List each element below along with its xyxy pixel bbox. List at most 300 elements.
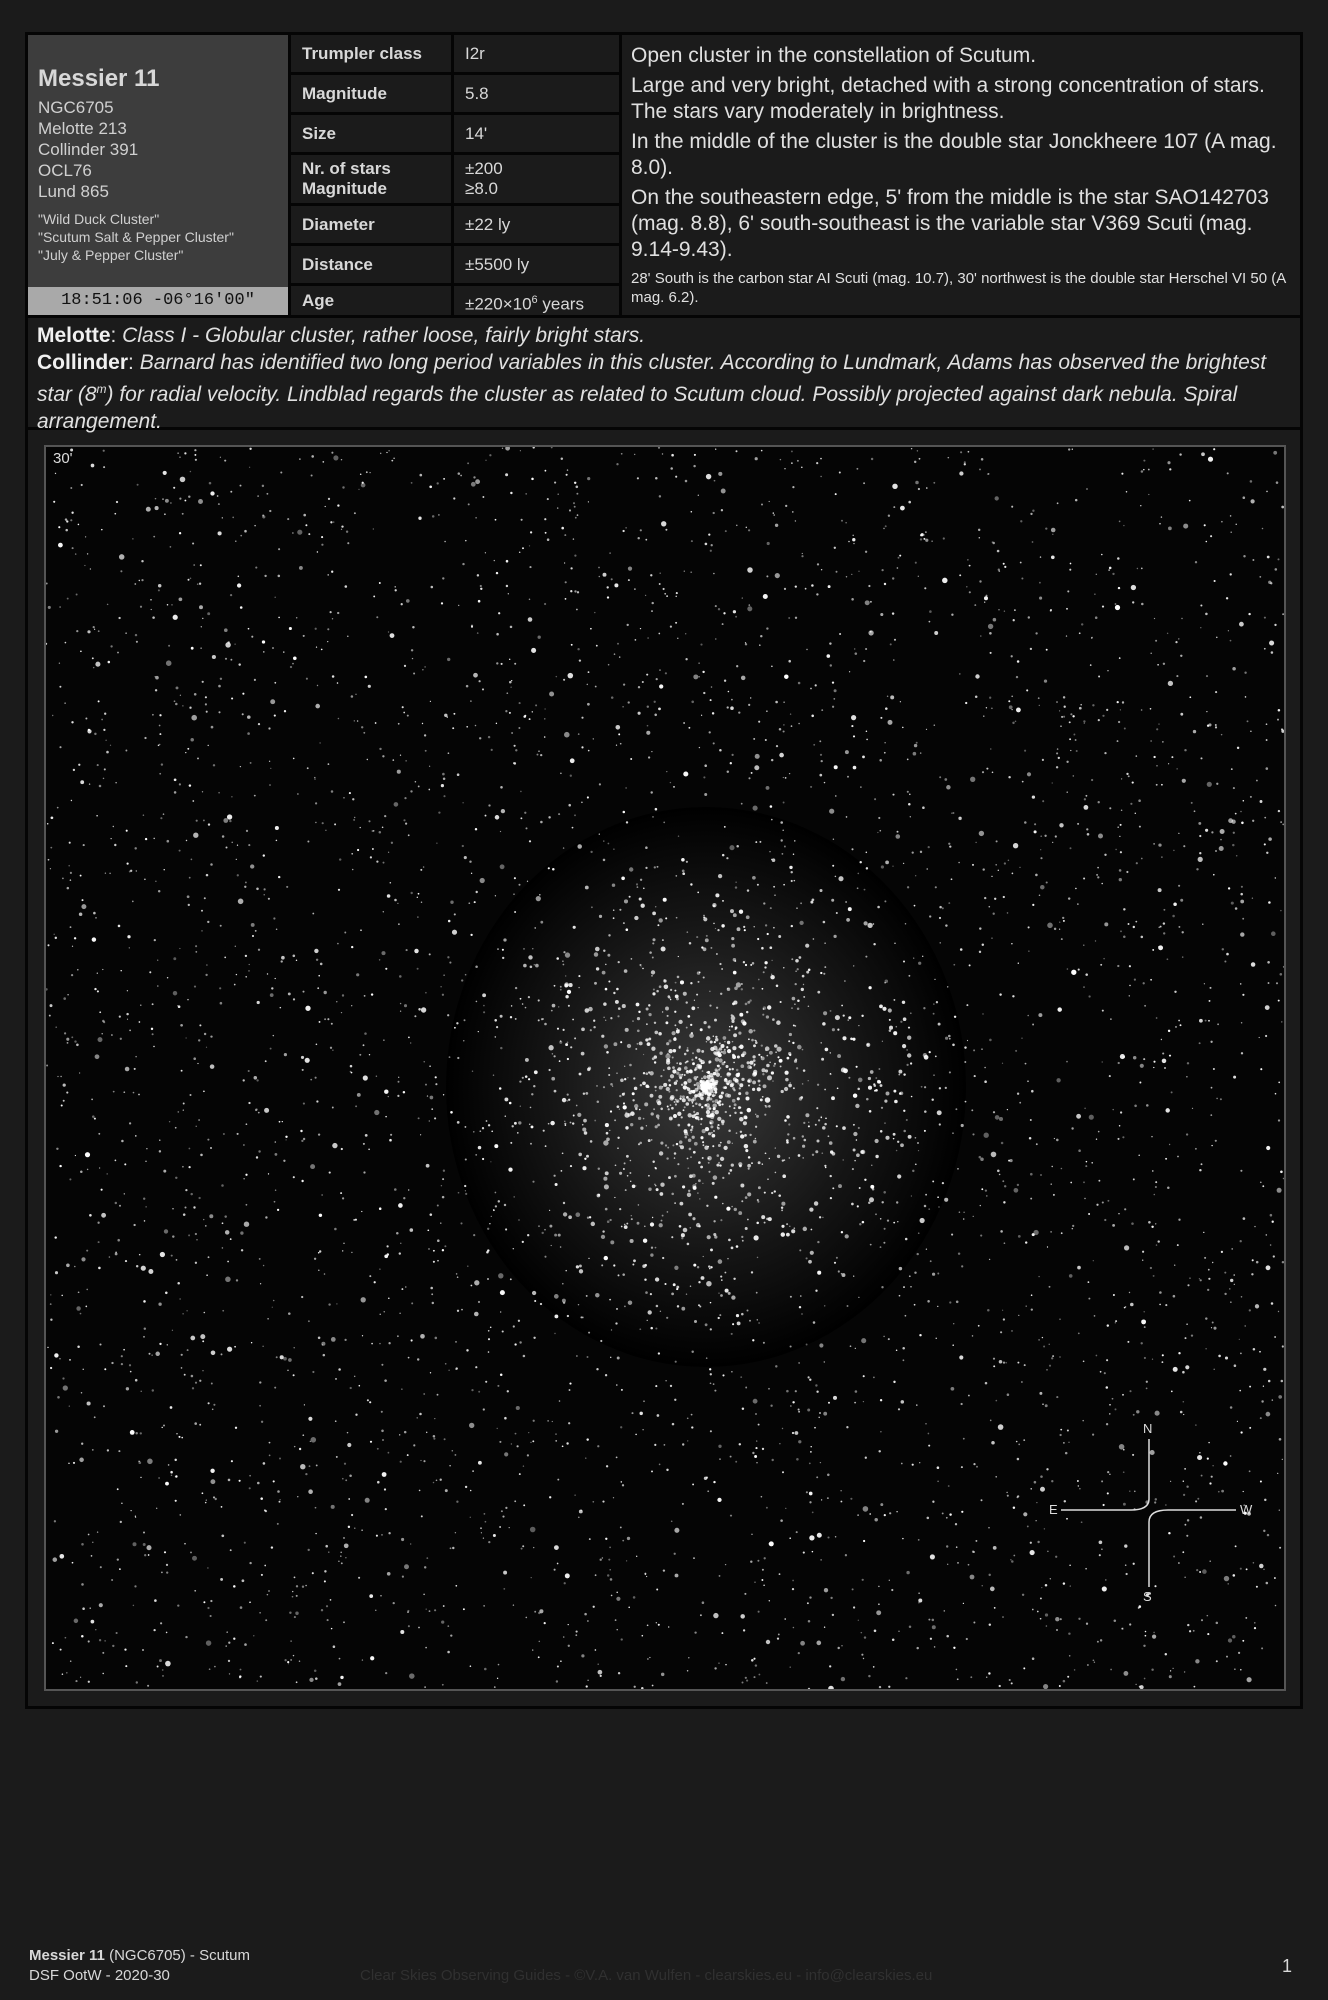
star-dot [239, 1480, 241, 1482]
star-dot [184, 1374, 186, 1376]
star-dot [269, 1442, 271, 1444]
star-dot [987, 1309, 990, 1312]
star-dot [1124, 1544, 1127, 1547]
star-dot [1028, 616, 1030, 618]
star-dot [846, 918, 850, 922]
star-dot [1031, 1294, 1033, 1296]
star-dot [180, 1024, 183, 1027]
star-dot [82, 899, 84, 901]
star-dot [959, 673, 961, 675]
star-dot [342, 1478, 344, 1480]
star-dot [999, 1117, 1003, 1121]
star-dot [539, 894, 541, 896]
star-dot [1030, 1198, 1032, 1200]
star-dot [934, 1646, 936, 1648]
star-dot [824, 1165, 826, 1167]
star-dot [301, 1180, 303, 1182]
star-dot [127, 1019, 128, 1020]
star-dot [631, 1215, 632, 1216]
star-dot [388, 852, 389, 853]
star-dot [533, 1420, 535, 1422]
star-dot [792, 511, 794, 513]
star-dot [656, 1188, 659, 1191]
star-dot [945, 1037, 948, 1040]
star-dot [443, 1605, 445, 1607]
star-dot [774, 1190, 776, 1192]
age-label: Age [291, 286, 454, 315]
star-dot [349, 1474, 352, 1477]
star-dot [732, 1099, 736, 1103]
star-dot [229, 1673, 230, 1674]
star-dot [655, 1090, 657, 1092]
star-dot [422, 723, 423, 724]
star-dot [337, 943, 339, 945]
star-dot [330, 1599, 332, 1601]
star-dot [1068, 448, 1070, 450]
star-dot [842, 1159, 843, 1160]
star-dot [1075, 499, 1078, 502]
star-dot [116, 1632, 118, 1634]
star-dot [237, 874, 239, 876]
star-dot [361, 726, 363, 728]
star-dot [163, 1424, 165, 1426]
star-dot [1013, 1506, 1015, 1508]
star-dot [956, 1669, 958, 1671]
star-dot [1062, 917, 1064, 919]
star-dot [1183, 1494, 1185, 1496]
age-value [454, 286, 622, 315]
star-dot [935, 1055, 937, 1057]
star-dot [687, 1440, 688, 1441]
star-dot [1099, 1554, 1101, 1556]
star-dot [990, 1587, 995, 1592]
star-dot [864, 1636, 866, 1638]
star-dot [576, 609, 578, 611]
stars-values [454, 155, 622, 203]
star-dot [845, 901, 847, 903]
star-dot [253, 1635, 254, 1636]
star-dot [938, 1023, 941, 1026]
star-dot [1280, 973, 1283, 976]
star-dot [194, 1422, 197, 1425]
star-dot [719, 1096, 721, 1098]
star-dot [668, 1039, 671, 1042]
star-dot [1035, 874, 1038, 877]
star-dot [762, 988, 764, 990]
star-dot [1260, 1181, 1262, 1183]
star-dot [679, 1047, 681, 1049]
star-dot [347, 1443, 351, 1447]
star-dot [520, 1106, 521, 1107]
star-dot [84, 565, 85, 566]
star-dot [159, 1140, 160, 1141]
star-dot [499, 1441, 501, 1443]
star-dot [330, 521, 332, 523]
star-dot [796, 1531, 798, 1533]
star-dot [899, 555, 901, 557]
star-dot [937, 1480, 939, 1482]
star-dot [367, 1399, 369, 1401]
star-dot [703, 776, 705, 778]
star-dot [991, 1152, 997, 1158]
star-dot [674, 1152, 677, 1155]
star-dot [581, 746, 583, 748]
star-dot [1102, 1061, 1103, 1062]
star-dot [114, 513, 116, 515]
star-dot [477, 632, 479, 634]
star-dot [535, 964, 539, 968]
star-dot [372, 848, 374, 850]
star-dot [691, 701, 694, 704]
star-dot [830, 1597, 832, 1599]
star-dot [710, 1382, 712, 1384]
star-dot [318, 1337, 321, 1340]
star-dot [199, 583, 201, 585]
star-dot [1025, 1241, 1027, 1243]
star-dot [998, 870, 999, 871]
star-dot [868, 1086, 872, 1090]
star-dot [119, 554, 125, 560]
star-dot [184, 452, 186, 454]
star-dot [115, 1160, 117, 1162]
star-dot [915, 562, 917, 564]
star-dot [655, 808, 658, 811]
star-dot [297, 1496, 298, 1497]
star-dot [1004, 1242, 1006, 1244]
star-dot [738, 711, 740, 713]
star-dot [1039, 894, 1041, 896]
star-dot [690, 982, 692, 984]
star-dot [480, 1527, 482, 1529]
star-dot [1144, 1005, 1146, 1007]
star-dot [376, 1535, 378, 1537]
star-dot [436, 843, 437, 844]
star-dot [583, 1119, 587, 1123]
star-dot [755, 1114, 756, 1115]
star-dot [668, 1079, 671, 1082]
star-dot [607, 1220, 610, 1223]
star-dot [155, 506, 159, 510]
star-dot [811, 715, 814, 718]
star-dot [520, 998, 522, 1000]
star-dot [896, 1026, 898, 1028]
star-dot [760, 1098, 763, 1101]
star-dot [792, 997, 796, 1001]
star-dot [965, 1101, 967, 1103]
star-dot [1023, 1439, 1025, 1441]
star-dot [1215, 691, 1217, 693]
star-dot [1242, 994, 1244, 996]
star-dot [1247, 720, 1249, 722]
star-dot [551, 1245, 552, 1246]
star-dot [121, 1140, 124, 1143]
star-dot [1199, 835, 1201, 837]
star-dot [1131, 585, 1136, 590]
star-dot [497, 1678, 498, 1679]
star-dot [696, 1112, 699, 1115]
star-dot [863, 1540, 865, 1542]
star-dot [159, 773, 161, 775]
star-dot [953, 1647, 955, 1649]
star-dot [423, 1594, 424, 1595]
star-dot [433, 1261, 435, 1263]
star-dot [686, 1102, 690, 1106]
star-dot [647, 1042, 651, 1046]
star-dot [623, 1168, 625, 1170]
star-dot [345, 1557, 346, 1558]
star-dot [112, 1645, 114, 1647]
star-dot [748, 704, 750, 706]
star-dot [586, 1438, 588, 1440]
star-dot [622, 1093, 625, 1096]
star-dot [1211, 831, 1213, 833]
star-dot [929, 915, 931, 917]
star-dot [200, 564, 202, 566]
star-dot [722, 1203, 724, 1205]
star-dot [544, 603, 546, 605]
star-dot [1205, 1348, 1206, 1349]
star-dot [270, 768, 271, 769]
star-dot [362, 1659, 363, 1660]
star-dot [1155, 1186, 1157, 1188]
star-dot [1034, 823, 1036, 825]
star-dot [989, 1039, 992, 1042]
star-dot [821, 1499, 822, 1500]
star-dot [1175, 1026, 1177, 1028]
star-dot [87, 1401, 91, 1405]
star-dot [71, 721, 73, 723]
star-dot [720, 1219, 722, 1221]
star-dot [1098, 719, 1100, 721]
star-dot [441, 784, 444, 787]
star-dot [609, 1219, 611, 1221]
star-dot [1198, 857, 1203, 862]
star-dot [1082, 1420, 1084, 1422]
star-dot [223, 818, 228, 823]
star-dot [745, 1096, 749, 1100]
star-dot [54, 1236, 56, 1238]
star-dot [609, 1547, 611, 1549]
star-dot [574, 555, 576, 557]
star-dot [397, 1095, 399, 1097]
star-dot [683, 1085, 687, 1089]
star-dot [133, 1092, 135, 1094]
star-dot [652, 602, 654, 604]
star-dot [455, 1532, 456, 1533]
star-dot [574, 1494, 576, 1496]
star-dot [750, 964, 752, 966]
star-dot [565, 975, 566, 976]
star-dot [664, 593, 666, 595]
star-dot [132, 901, 134, 903]
star-dot [240, 535, 242, 537]
star-dot [912, 851, 914, 853]
star-dot [1143, 460, 1145, 462]
star-dot [361, 1297, 366, 1302]
star-dot [408, 1189, 409, 1190]
star-dot [548, 816, 550, 818]
star-dot [495, 815, 500, 820]
star-dot [377, 1448, 379, 1450]
star-dot [786, 1390, 789, 1393]
star-dot [150, 599, 152, 601]
star-dot [944, 778, 947, 781]
star-dot [325, 830, 326, 831]
star-dot [630, 1111, 635, 1116]
star-dot [145, 1206, 146, 1207]
star-dot [1158, 843, 1161, 846]
star-dot [883, 1336, 885, 1338]
star-dot [723, 1086, 726, 1089]
star-dot [1100, 964, 1102, 966]
star-dot [948, 843, 950, 845]
star-dot [834, 689, 837, 692]
star-dot [292, 532, 293, 533]
star-dot [789, 1537, 791, 1539]
star-dot [714, 1041, 716, 1043]
star-dot [429, 485, 432, 488]
star-dot [319, 1214, 322, 1217]
star-dot [745, 642, 746, 643]
star-dot [706, 1036, 710, 1040]
star-dot [59, 686, 61, 688]
star-dot [1168, 1532, 1170, 1534]
star-dot [80, 1171, 83, 1174]
star-dot [729, 845, 734, 850]
star-dot [352, 798, 354, 800]
star-dot [278, 617, 280, 619]
star-dot [884, 1514, 886, 1516]
star-dot [853, 1275, 854, 1276]
star-dot [636, 1003, 640, 1007]
star-dot [1117, 826, 1119, 828]
star-dot [303, 1138, 305, 1140]
star-dot [851, 715, 856, 720]
star-dot [991, 1441, 995, 1445]
star-dot [242, 1579, 245, 1582]
star-dot [101, 1189, 103, 1191]
star-dot [1074, 1669, 1076, 1671]
star-dot [345, 1479, 347, 1481]
star-dot [264, 894, 265, 895]
star-dot [456, 1273, 458, 1275]
star-dot [81, 1635, 84, 1638]
star-dot [628, 1607, 630, 1609]
star-dot [462, 563, 464, 565]
star-dot [475, 517, 477, 519]
star-dot [1006, 1492, 1007, 1493]
star-dot [1277, 719, 1279, 721]
star-dot [190, 1193, 192, 1195]
star-dot [452, 1450, 454, 1452]
star-dot [159, 725, 161, 727]
star-dot [1162, 741, 1163, 742]
star-dot [967, 1040, 968, 1041]
star-dot [988, 624, 993, 629]
star-dot [410, 892, 412, 894]
star-dot [1167, 633, 1168, 634]
star-dot [615, 725, 620, 730]
star-dot [284, 1053, 287, 1056]
star-dot [692, 1217, 695, 1220]
star-dot [803, 996, 805, 998]
star-dot [1163, 663, 1165, 665]
star-dot [580, 1510, 582, 1512]
star-dot [734, 987, 738, 991]
star-dot [1008, 860, 1010, 862]
star-dot [1199, 852, 1201, 854]
star-dot [352, 869, 354, 871]
star-dot [822, 1126, 826, 1130]
star-dot [55, 1026, 57, 1028]
star-dot [79, 912, 83, 916]
star-dot [510, 1016, 512, 1018]
star-dot [793, 1137, 796, 1140]
star-dot [679, 1062, 682, 1065]
star-dot [890, 695, 894, 699]
star-dot [206, 964, 208, 966]
star-dot [1224, 1576, 1229, 1581]
star-dot [139, 580, 140, 581]
star-dot [675, 982, 677, 984]
star-dot [927, 1300, 930, 1303]
star-dot [731, 1371, 733, 1373]
star-dot [566, 1100, 568, 1102]
star-dot [1170, 1670, 1171, 1671]
star-dot [1118, 721, 1120, 723]
star-dot [1161, 1039, 1162, 1040]
star-dot [1177, 768, 1178, 769]
star-dot [1270, 1244, 1272, 1246]
star-dot [857, 1088, 860, 1091]
star-dot [530, 1527, 536, 1533]
star-dot [797, 1045, 802, 1050]
star-dot [935, 886, 937, 888]
star-dot [239, 1675, 241, 1677]
star-dot [429, 1610, 431, 1612]
star-dot [893, 506, 895, 508]
star-dot [1067, 792, 1068, 793]
star-dot [85, 1306, 87, 1308]
star-dot [638, 686, 640, 688]
star-dot [1163, 932, 1165, 934]
star-dot [475, 479, 480, 484]
star-dot [557, 507, 558, 508]
star-dot [651, 610, 653, 612]
star-dot [767, 933, 769, 935]
star-dot [884, 982, 885, 983]
star-dot [600, 1340, 602, 1342]
star-dot [430, 1372, 431, 1373]
star-dot [70, 926, 72, 928]
star-dot [1030, 1119, 1032, 1121]
row-magnitude [291, 75, 622, 115]
star-dot [296, 1585, 298, 1587]
star-dot [94, 988, 96, 990]
star-dot [395, 589, 397, 591]
star-dot [1151, 1668, 1153, 1670]
star-dot [839, 633, 841, 635]
star-dot [757, 884, 759, 886]
star-dot [454, 1454, 456, 1456]
star-dot [1169, 1055, 1171, 1057]
star-dot [884, 583, 886, 585]
star-dot [570, 567, 572, 569]
star-dot [1202, 1569, 1207, 1574]
star-dot [227, 1347, 232, 1352]
star-dot [661, 1673, 664, 1676]
star-dot [820, 972, 822, 974]
